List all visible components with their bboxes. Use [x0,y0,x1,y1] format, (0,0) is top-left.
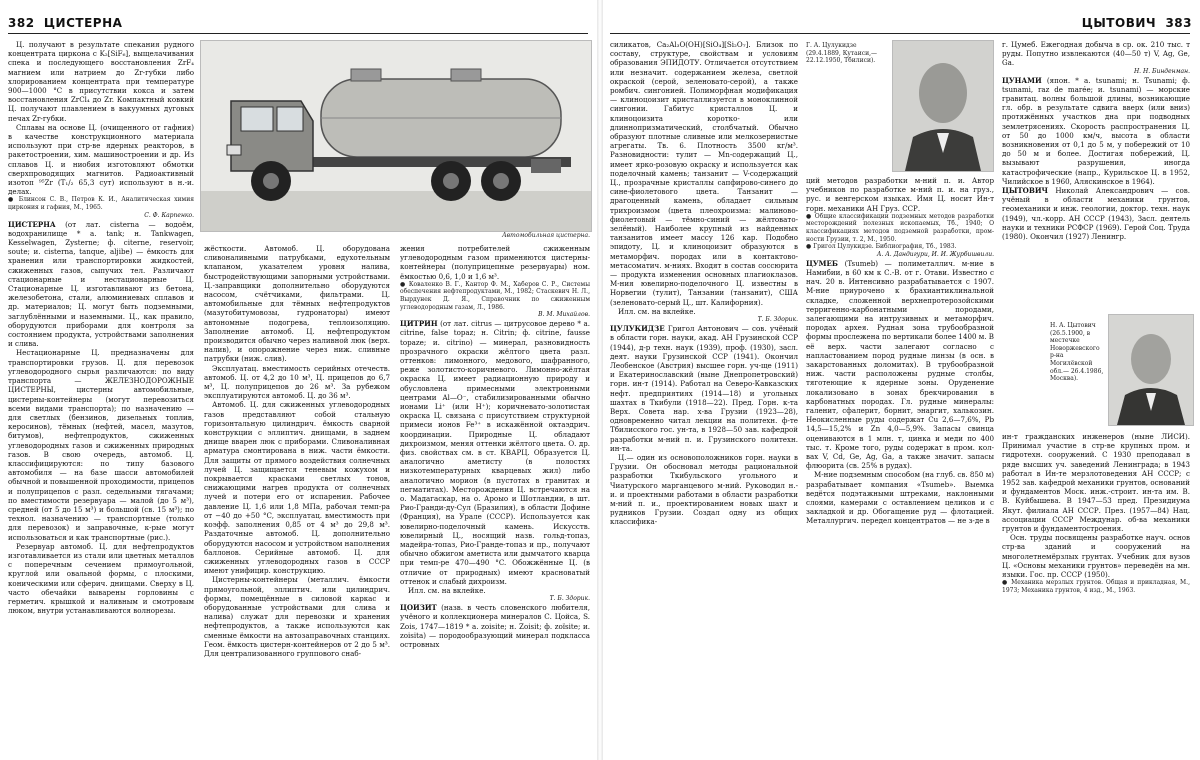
portrait-image [1109,315,1193,425]
paragraph: Ц.— один из основоположников горн. науки в Грузии. Он обосновал методы рациональной разработки Ткибульского угольного и Чиатурского марганцевого м-ний. Руководил н.-и. и проектными работами в области разработки м-ний п. и., проектированием новых шахт и рудников Грузии. Создал одну из общих классифика- [610,452,798,527]
left-head-word: ЦИСТЕРНА [43,16,123,30]
left-column-2 [204,244,390,756]
article-headword: ЦИТРИН [400,319,438,329]
paragraph: Эксплуатац. вместимость серийных отечеств. автомоб. Ц. от 4,2 до 10 м³, Ц. прицепов до 6,7 м³, Ц. полуприцепов до 26 м³. За рубежом эксплуатируются автомоб. Ц. до 36 м³. [204,363,390,401]
author-signature: Т. Б. Здорик. [549,595,590,603]
article-zoisite: ЦОИЗИТ (назв. в честь словенского любителя, учёного и коллекционера минералов С. Цойса, S. Zois, 1747—1819 * а. zoisite; н. Zoisit; ф. zoïsite; и. zoisita) — породообразующий минерал подкласса островных [400,603,590,650]
article-cisterna: ЦИСТЕРНА (от лат. cisterna — водоём, водохранилище * а. tank; н. Tankwagen, Kesselwagen, Zysterne; ф. citerne, reservoir, soute; и. cisterna, tanque, aljibe) — ёмкость для хранения или транспортировки жидкостей, сжиженных газов, сыпучих тел. Различают стационарные и нестационарные Ц. Стационарные Ц. изготавливают из бетона, железобетона, стали, алюминиевых сплавов и др. материалов; Ц. могут быть подземными, заглублёнными и наземными. Ц., как правило, оборудуются приборами для контроля за состоянием продукта, устройствами заполнения и слива. [8,219,194,349]
left-column-3 [400,244,590,756]
right-running-head [1082,16,1192,30]
left-running-head [8,16,122,30]
left-column-1 [8,40,194,756]
literature-note: ● Механика мерзлых грунтов. Общая и прикладная, М., 1973; Механика грунтов, 4 изд., М., 1963. [1002,579,1190,594]
right-head-rule [610,33,1190,34]
article-headword: ЦУЛУКИДЗЕ [610,324,665,334]
right-page [600,0,1200,760]
literature-note: ● Григол Цулукидзе. Библиография, Тб., 1983. [806,243,957,251]
article-citrin: ЦИТРИН (от лат. citrus — цитрусовое дерево * а. citrine, false topaz; н. Citrin; ф. citrine, fausse topaze; и. citrino) — минерал, разновидность прозрачного окраски жёлтого цвета разл. оттенков: лимонного, медового, шафранного, реже золотисто-коричневого. Лимонно-жёлтая окраска Ц. имеет радиационную природу и обусловлена примесными электронными центрами Al—O⁻, стабилизированными обычно ионами Li⁺ (или H⁺); коричневато-золотистая окраска Ц. связана с присутствием структурной примеси ионов Fe³⁺ в искажённой октаэдрич. координации. Природные Ц. обладают дихроизмом, меняя оттенки жёлтого цвета. О. др. физ. свойствах см. в ст. КВАРЦ. Образуется Ц. аналогично аметисту (в полостях низкотемпературных кварцевых жил) либо аналогично морион (в пустотах в гранитах и пегматитах). Месторождения Ц. встречаются на о. Мадагаскар, на о. Ароыо и Шотландии, в шт. Рио-Гранди-ду-Сул (Бразилия), в области Дофине (Франция), на Урале (СССР). Используется как ювелирно-поделочный камень. Искусств. ювелирный Ц., носящий назв. гольд-топаз, мадейра-топаз, Рио-Гранде-топаз и пр., получают обычно обжигом аметиста или дымчатого кварца при темп-ре 470—490 °C. Обожжённые Ц. (в отличие от природных) имеют красноватый оттенок и слабый дихроизм. [400,319,590,586]
paragraph: г. Цумеб. Ежегодная добыча в ср. ок. 210 тыс. т руды. Попутно извлекаются (40—50 т) V, Ag, Ge, Ga. [1002,40,1190,68]
illustration-ref: Илл. см. на вклейке. [618,306,696,316]
tsulukidze-portrait [892,40,994,172]
article-headword: ЦИСТЕРНА [8,219,56,229]
tsulukidze-portrait-caption: Г. А. Цулукидзе (29.4.1889, Кутаиси,— 22.12.1950, Тбилиси). [806,42,878,65]
tsytovich-portrait [1108,314,1194,426]
illustration-ref: Илл. см. на вклейке. [408,586,486,596]
article-tsulukidze: ЦУЛУКИДЗЕ Григол Антонович — сов. учёный в области горн. науки, акад. АН Грузинской ССР (1944), д-р техн. наук (1939), проф. (1930), засл. деят. науки Грузинской ССР (1941). Окончил Леобенское (Австрия) высшее горн. уч-ще (1911) и Екатеринославский (ныне Днепропетровский) горн. ин-т (1914). Работал на Северо-Кавказских нефт. предприятиях (1914—18) и угольных шахтах в Ткибули (1918—22). Пред. Горн. к-та Верх. Совета нар. х-ва Грузии (1923—28), одновременно читал лекции на политехн. ф-те Тбилисского гос. ун-та, в 1928—50 зав. кафедрой разработки м-ний п. и. Грузинского политехн. ин-та. [610,324,798,453]
right-head-word: ЦЫТОВИЧ [1081,16,1157,30]
paragraph: Резервуар автомоб. Ц. для нефтепродуктов изготавливается из стали или цветных металлов с поперечным сечением прямоугольной, круглой или овальной формы, с плоскими, коническими или сферич. днищами. Сверху в Ц. часто обечайки выварены горловины с герметич. крышкой и наливным и смотровым люком, внутри устанавливаются волнорезы. [8,541,194,616]
paragraph: Ц. получают в результате спекания рудного концентрата циркона с K₂[SiF₆], выщелачивания спека и последующего восстановления ZrF₄ магнием или натрием до Zr-губки либо хлорированием концентрата при температуре 900—1000 °C в присутствии кокса и затем восстановления ZrCl₄ до Zr. Компактный ковкий Ц. получают плавлением в вакуумных дуговых печах Zr-губки. [8,40,194,123]
paragraph: Осн. труды посвящены разработке науч. основ стр-ва зданий и сооружений на многолетнемёрзлых грунтах. Учебник для вузов Ц. «Основы механики грунтов» переведён на мн. языки. Гос. пр. СССР (1950). [1002,533,1190,580]
author-signature: А. А. Дандигури, И. И. Журбишвили. [876,250,994,258]
left-page-number: 382 [8,16,35,30]
paragraph: М-ние подземным способом (на глуб. св. 850 м) разрабатывает компания «Tsumeb». Выемка ведётся подэтажными штреками, наклонными слоями, камерами с оставлением целиков и с закладкой и др. Обогащение руд — флотацией. Металлургич. передел концентратов — не з-де в [806,470,994,526]
paragraph: ин-т гражданских инженеров (ныне ЛИСИ). Принимал участие в стр-ве крупных пром. и гидротехн. сооружений. С 1930 преподавал в ряде высших уч. заведений Ленинграда; в 1943 работал в Ин-те мерзлотоведения АН СССР; с 1952 зав. кафедрой механики грунтов, оснований и фундаментов Моск. инж.-строит. ин-та им. В. В. Куйбышева. В 1947—53 пред. Президиума Якут. филиала АН СССР. През. (1957—84) Нац. ассоциации СССР Междунар. об-ва механики грунтов и фундаментостроения. [1002,432,1190,534]
tsytovich-portrait-caption: Н. А. Цытович (26.5.1900, в местечке Новоржевского р-на Могилёвской обл.— 26.4.1986, Москва). [1050,322,1104,383]
paragraph: Автомоб. Ц. для сжиженных углеводородных газов представляют собой стальную горизонтальную цилиндрич. ёмкость сварной конструкции с эллиптич. днищами, в заднем днище вварен люк с приборами. Сливоналивная арматура смонтирована в ниж. части ёмкости. Для защиты от прямого воздействия солнечных лучей Ц. защищается теневым кожухом и покрывается красками светлых тонов, снижающими нагрев продукта от солнечных лучей и потери его от испарения. Рабочее давление Ц. 1,6 или 1,8 МПа, рабочая темп-ра от −40 до +50 °C, эксплуатац. вместимость при коэфф. заполнения 0,85 от 4 м³ до 29,8 м³. Раздаточные автомоб. Ц. дополнительно оборудуются насосом и устройством наполнения баллонов. Серийные автомоб. Ц. для сжиженных углеводородных газов в СССР имеют унифицир. конструкцию. [204,400,390,576]
right-page-number: 383 [1165,16,1192,30]
article-headword: ЦОИЗИТ [400,603,437,613]
author-signature: С. Ф. Карпенко. [144,211,194,219]
author-signature: Т. Б. Здорик. [757,316,798,324]
portrait-image [893,41,993,171]
paragraph: жёсткости. Автомоб. Ц. оборудована сливоналивными патрубками, едухотельным клапаном, указателем уровня налива, быстродействующими запорными устройствами. Ц.-заправщики дополнительно оборудуются насосом, счётчиками, фильтрами. Ц. автомобильные для тёмных нефтепродуктов (мазутобитумовозы, гудронаторы) имеют автономные подогрева, теплоизоляцию. Заполнение автомоб. Ц. нефтепродуктом производится обычно через наливной люк (верх. налив), и опорожнение через ниж. сливные патрубки (ниж. слив). [204,244,390,364]
right-column-2 [806,176,994,756]
paragraph: Сплавы на основе Ц. (очищенного от гафния) в качестве конструкционного материала используют при стр-ве ядерных реакторов, в ракетостроении, хим. машиностроении и др. Из сплавов Ц. и ниобия изготовляют обмотки сверхпроводящих магнитов. Радиоактивный изотоп ⁹⁵Zr (T₁/₂ 65,3 сут) используют в н.-и. делах. [8,122,194,197]
literature-note: ● Общие классификации подземных методов разработки месторождений полезных ископаемых, Тб., 1940; О классификациях методов подземной разработки, пром-ности Грузии, т. 2, М., 1950. [806,212,994,243]
literature-note: ● Коваленко В. Г., Кантор Ф. М., Хаберов С. Р., Системы обеспечения нефтепродуктами, М., 1982; Стаскевич Н. Л., Вырдунек Д. Я., Справочник по сжиженным углеводородным газам, Л., 1986. [400,280,590,311]
tank-truck-figure [200,40,592,232]
tank-truck-illustration [201,41,591,231]
right-column-3-top [1002,40,1190,312]
left-head-rule [8,33,588,34]
figure-caption: Автомобильная цистерна. [502,232,590,239]
article-tsumeb: ЦУМЕБ (Tsumeb) — полиметаллич. м-ние в Намибии, в 60 км к С.-В. от г. Отави. Известно с нач. 20 в. Интенсивно разрабатывается с 1907. М-ние приурочено к брахиантиклинальной складке, сложенной верхнепротерозойскими терригенно-карбонатными породами, залегающими на интрузивных и метаморфич. породах архея. Рудная зона трубообразной формы прослежена по вертикали более 1400 м. В её верх. части залегают согласно с напластованием пород рудные линзы (в осн. в закарстованных доломитах). В трубообразной ниж. части расположены рудные столбы, тяготеющие к ядерные зоны. Оруденение локализовано в зонах брекчирования в карбонатных породах. Гл. рудные минералы: галенит, сфалерит, борнит, энаргит, халькозин. Неокисленные руды содержат Cu 2,6—7,6%, Pb 14,5—15,2% и Zn 4,0—5,9%. Запасы свинца оцениваются в 1 млн. т, цинка и меди по 400 тыс. т. Кроме того, руды содержат в пром. кол-вах V, Cd, Ge, Ag, Ga, а также значит. запасы флюорита (св. 25% в рудах). [806,258,994,471]
paragraph: жения потребителей сжиженным углеводородным газом применяются цистерны-контейнеры (полуприцепные резервуары) ном. ёмкостью 0,6, 1,0 и 1,6 м³. [400,244,590,281]
author-signature: В. М. Михайлов. [538,311,590,319]
paragraph: ций методов разработки м-ний п. и. Автор учебников по разработке м-ний п. и. на груз., рус. и венгерском языках. Имя Ц. носит Ин-т горн. механики АН Груз. ССР. [806,176,994,213]
article-headword: ЦЫТОВИЧ [1002,186,1049,196]
article-tsunami: ЦУНАМИ (япон. * а. tsunami; н. Tsunami; ф. tsunami, raz de marée; и. tsunami) — морские гравитац. волны большой длины, возникающие гл. обр. в результате сдвига вверх (или вниз) протяжённых участков дна при подводных землетрясениях. Скорость распространения Ц. от 50 до 1000 км/ч, высота в области возникновения от 0,1 до 5 м, у побережий от 10 до 50 м и более. Достигая побережий, Ц. вызывают разрушения, иногда катастрофические (напр., Курильское Ц. в 1952, Чилийское в 1960, Аляскинское в 1964). [1002,75,1190,186]
article-headword: ЦУМЕБ [806,258,838,268]
right-column-1 [610,40,798,756]
right-column-3-bottom [1002,432,1190,756]
literature-note: ● Блинсон С. В., Петров К. И., Аналитическая химия циркония и гафния, М., 1965. [8,196,194,212]
paragraph: Нестационарные Ц. предназначены для транспортировки грузов. Ц. для перевозок углеводородного сырья различаются: по виду транспорта — ЖЕЛЕЗНОДОРОЖНЫЕ ЦИСТЕРНЫ, цистерны автомобильные, цистерны-контейнеры (могут перевозиться всеми видами транспорта); по назначению — для светлых (бензинов, дизельных топлив, керосинов), тёмных (нефтей, масел, мазутов, битумов), нефтепродуктов, сжиженных углеводородных газов и сжиженных природных газов. В свою очередь, автомоб. Ц. классифицируются: по типу базового автомобиля — на базе шасси автомобилей обычной и повышенной проходимости, прицепов и полуприцепов с разл. седельными тягачами; по вместимости резервуара — малой (до 5 м³), средней (от 5 до 15 м³) и большой (св. 15 м³); по технол. назначению — транспортные (только для перевозок) и заправочные, к-рые могут использоваться и как транспортные (рис.). [8,348,194,542]
article-tsytovich: ЦЫТОВИЧ Николай Александрович — сов. учёный в области механики грунтов, геомеханики и инж. геологии, доктор. техн. наук (1949), чл.-корр. АН СССР (1943), Засл. деятель науки и техники РСФСР (1969). Герой Соц. Труда (1980). Окончил (1927) Ленингр. [1002,186,1190,242]
author-signature: Н. Н. Бинденман. [1133,67,1190,75]
article-headword: ЦУНАМИ [1002,75,1042,85]
paragraph: силикатов, Ca₂Al₃O(OH)[SiO₄][Si₂O₇]. Близок по составу, структуре, свойствам и условиям образования ЭПИДОТУ. Отличается отсутствием или незначит. содержанием железа, светлой окраской (серой, зеленовато-серой), а также ромбич. сингонией. Полиморфная модификация — клиноцоизит кристаллизуется в моноклинной сингонии. Габитус кристаллов Ц. и клиноцоизита коротко- или длиннопризматический, столбчатый. Обычно образуют плотные сливные или мелкозернистые агрегаты. Тв. 6. Плотность 3500 кг/м³. Разновидности: тулит — Mn-содержащий Ц., имеет ярко-розовую окраску и используется как поделочный камень; танзанит — V-содержащий Ц., прозрачные кристаллы сапфирово-синего до сине-фиолетового цвета. Танзанит — драгоценный камень, обладает сильным трихроизмом (цвета плеохроизма: малиново-фиолетовый — тёмно-синий — жёлтовато-зелёный). Наиболее крупный из найденных танзанитов имеет массу 126 кар. Подобно эпидоту, Ц. и клиноцоизит образуются в метаморфич. породах или в контактово-метасоматич. м-ниях. Входят в состав соссюрита — продукта изменения основных плагиоклазов. М-ния ювелирно-поделочного Ц. известны в Норвегии (тулит), Танзании (танзанит), США (зеленовато-серый Ц., шт. Калифорния). [610,40,798,307]
paragraph: Цистерны-контейнеры (металлич. ёмкости прямоугольной, эллиптич. или цилиндрич. формы, помещённые в силовой каркас и оборудованные устройствами для слива и налива) служат для перевозки и хранения нефтепродуктов, а также используются как сменные ёмкости на автозаправочных станциях. Геом. ёмкость цистерн-контейнеров от 2 до 5 м³. Для централизованного группового снаб- [204,575,390,658]
